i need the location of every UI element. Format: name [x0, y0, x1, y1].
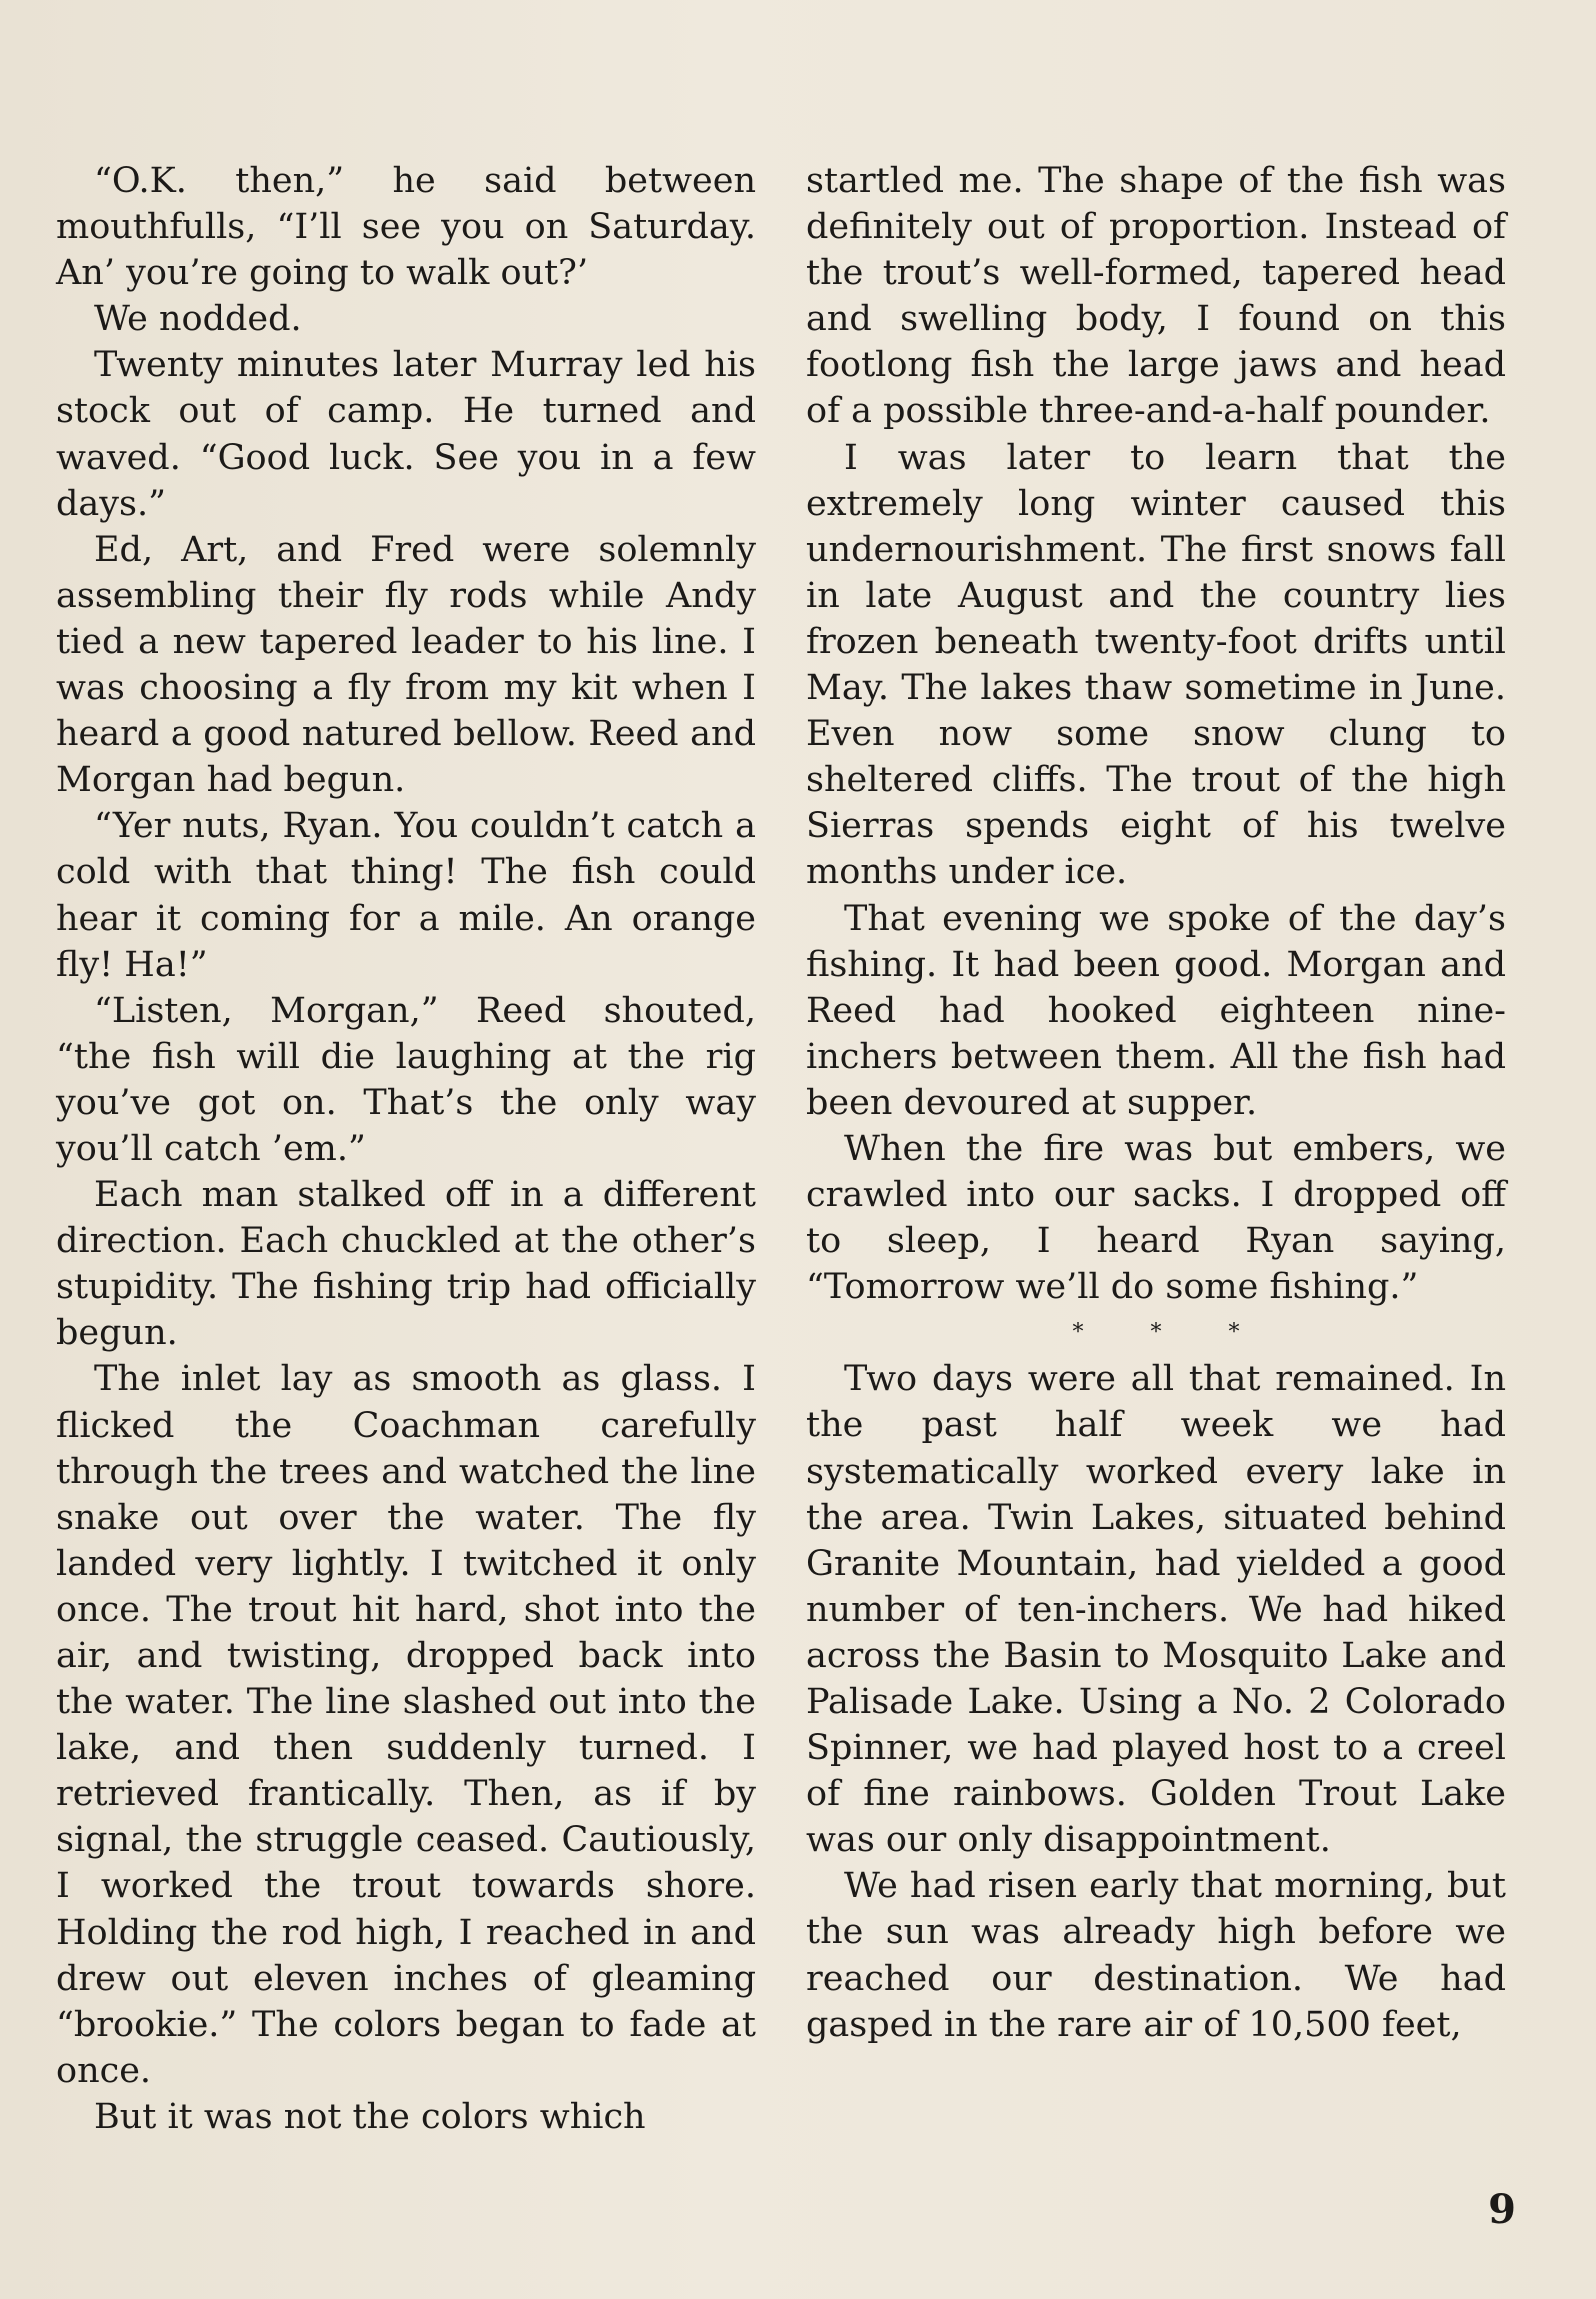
- paragraph: I was later to learn that the extremely long winter caused this undernourishment. The first snows fall in late August and the country lies frozen beneath twenty-foot drifts until May. The lakes thaw sometime in June. Even now some snow clung to sheltered cliffs. The trout of the high Sierras spends eight of his twelve months under ice.: [806, 437, 1506, 893]
- paragraph-continued: startled me. The shape of the fish was definitely out of proportion. Instead of the trout’s well-formed, tapered head and swelling body, I found on this footlong fish the large jaws and head of a possible three-and-a-half pounder.: [806, 161, 1506, 432]
- paragraph: Each man stalked off in a different direction. Each chuckled at the other’s stupidity. The fishing trip had officially begun.: [56, 1175, 756, 1354]
- paragraph: But it was not the colors which: [94, 2096, 646, 2137]
- paragraph: “Listen, Morgan,” Reed shouted, “the fish will die laughing at the rig you’ve got on. That’s the only way you’ll catch ’em.”: [56, 990, 756, 1169]
- paragraph: “O.K. then,” he said between mouthfulls, “I’ll see you on Saturday. An’ you’re going to walk out?’: [56, 161, 756, 294]
- section-break-ornament: * * *: [1072, 1320, 1270, 1346]
- paragraph: Twenty minutes later Murray led his stock out of camp. He turned and waved. “Good luck. See you in a few days.”: [56, 345, 756, 524]
- paragraph: Ed, Art, and Fred were solemnly assembling their fly rods while Andy tied a new tapered leader to his line. I was choosing a fly from my kit when I heard a good natured bellow. Reed and Morgan had begun.: [56, 529, 756, 801]
- paragraph: That evening we spoke of the day’s fishing. It had been good. Morgan and Reed had hooked eighteen nine-inchers between them. All the fish had been devoured at supper.: [806, 898, 1506, 1123]
- paragraph: The inlet lay as smooth as glass. I flicked the Coachman carefully through the trees and watched the line snake out over the water. The fly landed very lightly. I twitched it only once. The trout hit hard, shot into the air, and twisting, dropped back into the water. The line slashed out into the lake, and then suddenly turned. I retrieved frantically. Then, as if by signal, the struggle ceased. Cautiously, I worked the trout towards shore. Holding the rod high, I reached in and drew out eleven inches of gleaming “brookie.” The colors began to fade at once.: [56, 1359, 756, 2091]
- paragraph: Two days were all that remained. In the past half week we had systematically worked every lake in the area. Twin Lakes, situated behind Granite Mountain, had yielded a good number of ten-inchers. We had hiked across the Basin to Mosquito Lake and Palisade Lake. Using a No. 2 Colorado Spinner, we had played host to a creel of fine rainbows. Golden Trout Lake was our only disappointment.: [806, 1359, 1506, 1861]
- paragraph: “Yer nuts, Ryan. You couldn’t catch a cold with that thing! The fish could hear it coming for a mile. An orange fly! Ha!”: [56, 806, 756, 985]
- left-column: [56, 158, 756, 2140]
- paragraph: When the fire was but embers, we crawled into our sacks. I dropped off to sleep, I heard Ryan saying, “Tomorrow we’ll do some fishing.”: [806, 1128, 1506, 1308]
- paragraph: We nodded.: [94, 299, 302, 340]
- paragraph: We had risen early that morning, but the sun was already high before we reached our destination. We had gasped in the rare air of 10,500 feet,: [806, 1866, 1506, 2045]
- right-column: [806, 158, 1506, 2048]
- page-number: 9: [1488, 2186, 1516, 2233]
